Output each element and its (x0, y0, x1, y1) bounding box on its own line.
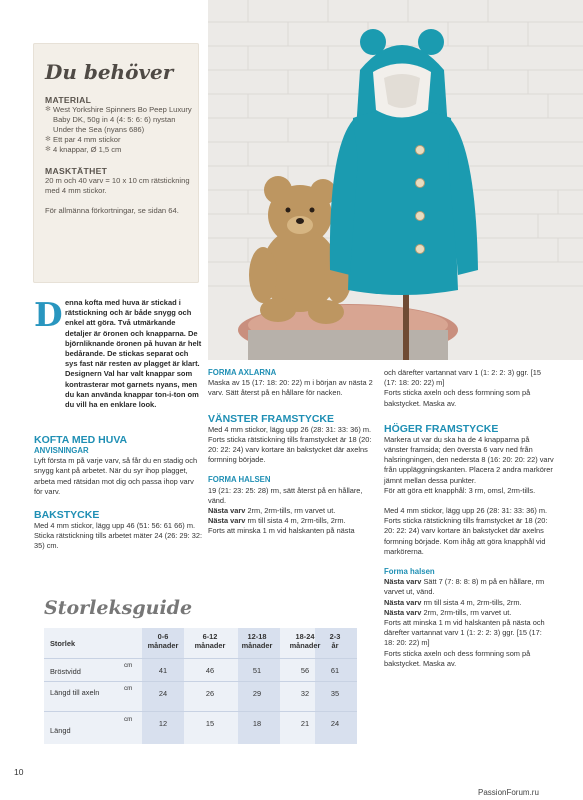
gauge-text: 20 m och 40 varv = 10 x 10 cm rätstickning med 4 mm stickor. (45, 176, 190, 195)
column-header: 6-12 månader (194, 632, 226, 650)
col3-text-2: Forts sticka axeln och dess formning som på bakstycket. Maska av. (384, 388, 531, 408)
column-header: 2-3 år (329, 632, 341, 650)
intro-text: enna kofta med huva är stickad i rätstickning och är både snygg och enkel att göra. Två utmärkande detaljer är öronen och knapparna. De björnliknande öronen på huvan är helt bedårande. De stickas separat och sys fast när resten av plagget är klart. Designern Val har valt knappar som kontrasterar mot garnets nyans, men du kan använda knappar ton-i-ton om du vill ha en enklare look. (65, 298, 202, 410)
vanster-knit: Forts sticka rätstickning tills framstycket är 18 (20: 20: 22: 24) varv kortare än bakstycket där axelns formning började. (208, 434, 372, 465)
column-header: 0-6 månader (147, 632, 179, 650)
column-header: 12-18 månader (241, 632, 273, 650)
bullet-icon: ✻ (45, 106, 51, 113)
table-cell: 24 (330, 719, 340, 728)
table-cell: 51 (252, 666, 262, 675)
subheading-anvisningar: ANVISNINGAR (34, 446, 89, 455)
photo-illustration (208, 0, 583, 360)
size-guide-table (44, 628, 357, 744)
table-cell: 18 (252, 719, 262, 728)
row-label: Bröstvidd (50, 667, 81, 676)
bakstycke-knit: Sticka rätstickning tills arbetet mäter 24 (26: 29: 32: 35) cm. (34, 531, 203, 551)
table-cell: 15 (205, 719, 215, 728)
column-3 (384, 368, 554, 669)
hoger-decrease: Forts att minska 1 m vid halskanten på nästa och därefter vartannat varv 1 (1: 2: 2: 3) ggr. [15 (17: 18: 20: 22) m] (384, 618, 545, 648)
table-cell: 61 (330, 666, 340, 675)
table-cell: 21 (300, 719, 310, 728)
product-photo (208, 0, 583, 360)
subheading-forma-halsen-2: Forma halsen (384, 567, 435, 577)
halsen-text-1: 19 (21: 23: 25: 28) rm, sätt återst på en hållare, vänd. (208, 485, 363, 505)
halsen-text-2: Forts att minska 1 m vid halskanten på nästa (208, 526, 355, 536)
hoger-row-3: Nästa varv 2rm, 2rm-tills, rm varvet ut. (384, 607, 512, 617)
intro-first-lines (65, 298, 202, 410)
drop-cap: D (34, 295, 63, 334)
hoger-buttonhole: För att göra ett knapphål: 3 rm, omsl, 2rm-tills. (384, 485, 536, 495)
vanster-cast-on: Med 4 mm stickor, lägg upp 26 (28: 31: 33: 36) m. (208, 424, 372, 434)
hoger-row-2: Nästa varv rm till sista 4 m, 2rm-tills, 2rm. (384, 597, 522, 607)
table-cell: 12 (158, 719, 168, 728)
hoger-cast-on: Med 4 mm stickor, lägg upp 26 (28: 31: 33: 36) m. (384, 506, 548, 516)
heading-hoger-framstycke: HÖGER FRAMSTYCKE (384, 422, 499, 435)
hoger-finish: Forts sticka axeln och dess formning som på bakstycket. Maska av. (384, 648, 531, 668)
row-label: Längd (50, 726, 71, 735)
row-label: Längd till axeln (50, 688, 100, 697)
table-cell: 41 (158, 666, 168, 675)
unit-label: cm (124, 662, 133, 669)
material-heading: MATERIAL (45, 95, 92, 105)
hoger-knit: Forts sticka rätstickning tills framstycket är 18 (20: 20: 22: 24) varv kortare än bakstycket där axelns formning började. Kom ihåg att göra knapphål vid markörerna. (384, 516, 548, 556)
table-cell: 35 (330, 689, 340, 698)
table-cell: 32 (300, 689, 310, 698)
instructions-text: Lyft första m på varje varv, så får du en stadig och snygg kant på arbetet. När du syr ihop plagget, arbeta med rätsidan mot dig och passa ihop varv för varv. (34, 456, 198, 496)
general-note: För allmänna förkortningar, se sidan 64. (45, 206, 179, 215)
row-divider (44, 658, 357, 659)
materials-title: Du behöver (45, 60, 174, 84)
heading-forma-axlarna: FORMA AXLARNA (208, 368, 277, 377)
heading-bakstycke: BAKSTYCKE (34, 509, 100, 522)
column-2 (208, 368, 378, 537)
column-header: 18-24 månader (289, 632, 321, 650)
unit-label: cm (124, 716, 133, 723)
unit-label: cm (124, 685, 133, 692)
table-cell: 56 (300, 666, 310, 675)
row-divider (44, 681, 357, 682)
heading-kofta: KOFTA MED HUVA (34, 434, 128, 446)
subheading-forma-halsen: FORMA HALSEN (208, 475, 271, 485)
col3-text-1: och därefter vartannat varv 1 (1: 2: 2: 3) ggr. [15 (17: 18: 20: 22) m] (384, 368, 541, 388)
row-divider (44, 711, 357, 712)
bullet-icon: ✻ (45, 136, 51, 143)
table-corner-label: Storlek (50, 639, 76, 648)
bullet-icon: ✻ (45, 146, 51, 153)
material-item: ✻ 4 knappar, Ø 1,5 cm (45, 145, 122, 154)
material-item: ✻ West Yorkshire Spinners Bo Peep Luxury Baby DK, 50g in 4 (4: 5: 6: 6) nystan Under the Sea (nyans 686) (45, 105, 192, 134)
heading-vanster-framstycke: VÄNSTER FRAMSTYCKE (208, 412, 335, 425)
material-item: ✻ Ett par 4 mm stickor (45, 135, 121, 144)
table-cell: 46 (205, 666, 215, 675)
column-1 (34, 434, 204, 552)
table-cell: 26 (205, 689, 215, 698)
axlarna-text: Maska av 15 (17: 18: 20: 22) m i början av nästa 2 varv. Sätt återst på en hållare för nacken. (208, 378, 373, 398)
bakstycke-cast-on: Med 4 mm stickor, lägg upp 46 (51: 56: 61 66) m. (34, 521, 196, 531)
materials-content (45, 95, 193, 216)
table-cell: 24 (158, 689, 168, 698)
table-cell: 29 (252, 689, 262, 698)
hoger-markers: Markera ut var du ska ha de 4 knapparna på vänster framsida; den översta 6 varv ned från halsringningen, den nedersta 8 (16: 20: 20: 22) varv från uppläggningskanten. Placera 2 andra markörer jämnt mellan dessa punkter. (384, 434, 554, 485)
halsen-row-1: Nästa varv 2rm, 2rm-tills, rm varvet ut. (208, 506, 336, 516)
gauge-heading: MASKTÄTHET (45, 166, 108, 176)
size-guide-title: Storleksguide (44, 597, 193, 619)
page-number: 10 (14, 767, 24, 777)
halsen-row-2: Nästa varv rm till sista 4 m, 2rm-tills, 2rm. (208, 516, 346, 526)
hoger-row-1: Nästa varv Sätt 7 (7: 8: 8: 8) m på en hållare, rm varvet ut, vänd. (384, 577, 545, 597)
watermark: PassionForum.ru (478, 788, 539, 797)
